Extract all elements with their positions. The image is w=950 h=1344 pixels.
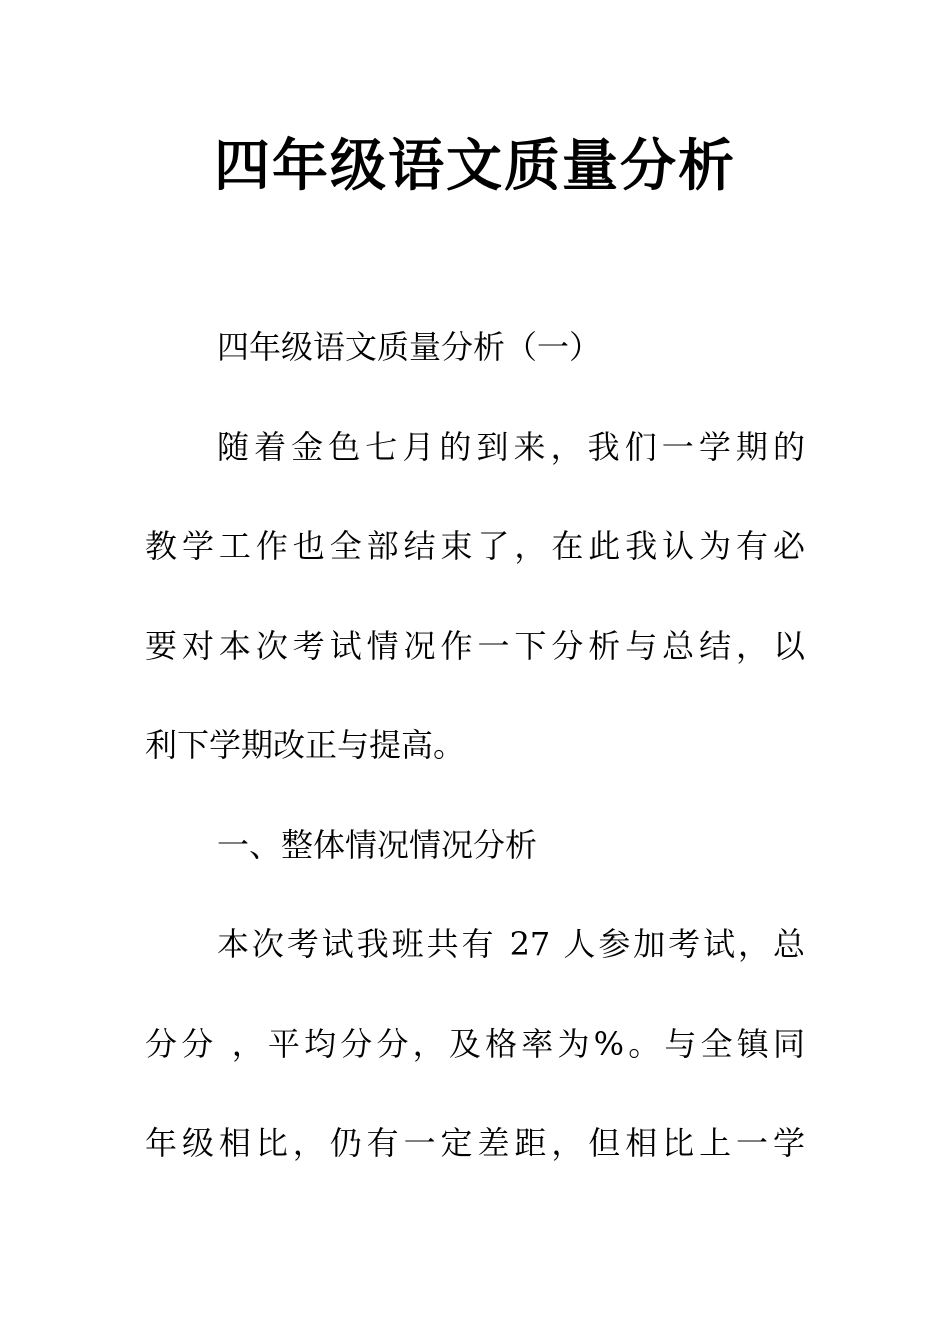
paragraph-intro — [145, 398, 805, 796]
document-title: 四年级语文质量分析 — [214, 133, 736, 199]
text-line: 四年级语文质量分析（一） — [217, 328, 602, 366]
paragraph-subtitle — [145, 298, 805, 398]
section-heading — [145, 796, 805, 896]
text-line: 一、整体情况情况分析 — [217, 825, 538, 864]
text-line: 本次考试我班共有 27 人参加考试，总 — [217, 925, 805, 963]
text-line: 随着金色七月的到来，我们一学期的 — [217, 427, 805, 466]
text-line: 要对本次考试情况作一下分析与总结，以 — [145, 626, 805, 665]
text-line: 分分 ，平均分分，及格率为%。与全镇同 — [145, 1024, 805, 1063]
text-line: 教学工作也全部结束了，在此我认为有必 — [145, 527, 805, 565]
paragraph-overview — [145, 895, 805, 1194]
text-line: 利下学期改正与提高。 — [145, 726, 466, 764]
text-line: 年级相比，仍有一定差距，但相比上一学 — [145, 1124, 805, 1162]
document-body — [145, 298, 805, 1194]
